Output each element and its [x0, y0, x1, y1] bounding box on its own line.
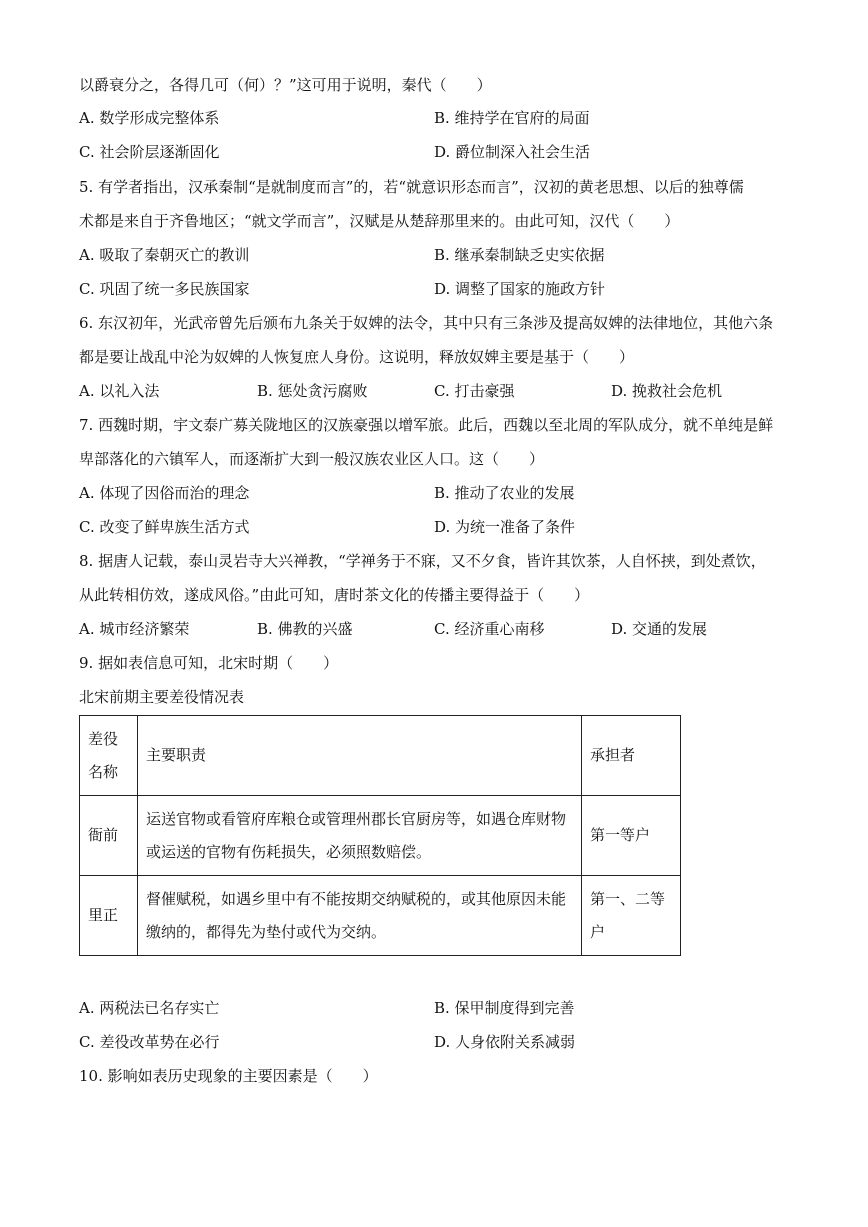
- question-7-line-2: 卑部落化的六镇军人，而逐渐扩大到一般汉族农业区人口。这（ ）: [79, 450, 545, 468]
- question-7-line-1: 7. 西魏时期，宇文泰广募关陇地区的汉族豪强以增军旅。此后，西魏以至北周的军队成分，就不单纯是鲜: [79, 416, 774, 434]
- q9-option-d: D. 人身依附关系减弱: [434, 1033, 576, 1051]
- row-cell-responsibility: 督催赋税，如遇乡里中有不能按期交纳赋税的，或其他原因未能缴纳的，都得先为垫付或代为交纳。: [138, 876, 582, 956]
- q5-option-c: C. 巩固了统一多民族国家: [79, 280, 250, 298]
- question-4-tail: 以爵衰分之，各得几可（何）？”这可用于说明，秦代（ ）: [79, 76, 492, 94]
- q7-option-a: A. 体现了因俗而治的理念: [79, 484, 250, 502]
- row-cell-bearer: 第一等户: [582, 796, 681, 876]
- row-cell-responsibility: 运送官物或看管府库粮仓或管理州郡长官厨房等，如遇仓库财物或运送的官物有伤耗损失，必须照数赔偿。: [138, 796, 582, 876]
- question-10-stem: 10. 影响如表历史现象的主要因素是（ ）: [79, 1067, 378, 1085]
- row-cell-duty-name: 里正: [80, 876, 138, 956]
- q6-option-d: D. 挽救社会危机: [611, 382, 723, 400]
- q9-option-b: B. 保甲制度得到完善: [434, 999, 575, 1017]
- q4-option-b: B. 维持学在官府的局面: [434, 109, 590, 127]
- q4-option-d: D. 爵位制深入社会生活: [434, 143, 591, 161]
- q7-option-c: C. 改变了鲜卑族生活方式: [79, 518, 250, 536]
- row-cell-bearer: 第一、二等户: [582, 876, 681, 956]
- q7-option-d: D. 为统一准备了条件: [434, 518, 576, 536]
- table-row: [80, 796, 681, 876]
- q8-option-d: D. 交通的发展: [611, 620, 708, 638]
- row-cell-duty-name: 衙前: [80, 796, 138, 876]
- q6-option-c: C. 打击豪强: [434, 382, 515, 400]
- header-cell-responsibility: 主要职责: [138, 716, 582, 796]
- q4-option-a: A. 数学形成完整体系: [79, 109, 220, 127]
- header-cell-duty-name: 差役名称: [80, 716, 138, 796]
- question-8-line-2: 从此转相仿效，遂成风俗。”由此可知，唐时茶文化的传播主要得益于（ ）: [79, 586, 590, 604]
- table-title: 北宋前期主要差役情况表: [79, 688, 245, 706]
- q9-option-a: A. 两税法已名存实亡: [79, 999, 220, 1017]
- q8-option-a: A. 城市经济繁荣: [79, 620, 190, 638]
- question-6-line-1: 6. 东汉初年，光武帝曾先后颁布九条关于奴婢的法令，其中只有三条涉及提高奴婢的法律地位，其他六条: [79, 314, 774, 332]
- q7-option-b: B. 推动了农业的发展: [434, 484, 575, 502]
- header-cell-bearer: 承担者: [582, 716, 681, 796]
- q9-option-c: C. 差役改革势在必行: [79, 1033, 220, 1051]
- q5-option-b: B. 继承秦制缺乏史实依据: [434, 246, 605, 264]
- q5-option-d: D. 调整了国家的施政方针: [434, 280, 606, 298]
- q8-option-c: C. 经济重心南移: [434, 620, 545, 638]
- question-5-line-2: 术都是来自于齐鲁地区；“就文学而言”，汉赋是从楚辞那里来的。由此可知，汉代（ ）: [79, 212, 680, 230]
- q6-option-a: A. 以礼入法: [79, 382, 160, 400]
- q6-option-b: B. 惩处贪污腐败: [257, 382, 368, 400]
- table-header-row: [80, 716, 681, 796]
- q8-option-b: B. 佛教的兴盛: [257, 620, 353, 638]
- question-5-line-1: 5. 有学者指出，汉承秦制“是就制度而言”的，若“就意识形态而言”，汉初的黄老思想、以后的独尊儒: [79, 178, 744, 196]
- q5-option-a: A. 吸取了秦朝灭亡的教训: [79, 246, 250, 264]
- question-8-line-1: 8. 据唐人记载，泰山灵岩寺大兴禅教，“学禅务于不寐，又不夕食，皆许其饮茶，人自怀挟，到处煮饮，: [79, 552, 766, 570]
- duty-table: [79, 715, 681, 956]
- question-9-stem: 9. 据如表信息可知，北宋时期（ ）: [79, 654, 339, 672]
- question-6-line-2: 都是要让战乱中沦为奴婢的人恢复庶人身份。这说明，释放奴婢主要是基于（ ）: [79, 348, 635, 366]
- q4-option-c: C. 社会阶层逐渐固化: [79, 143, 220, 161]
- table-row: [80, 876, 681, 956]
